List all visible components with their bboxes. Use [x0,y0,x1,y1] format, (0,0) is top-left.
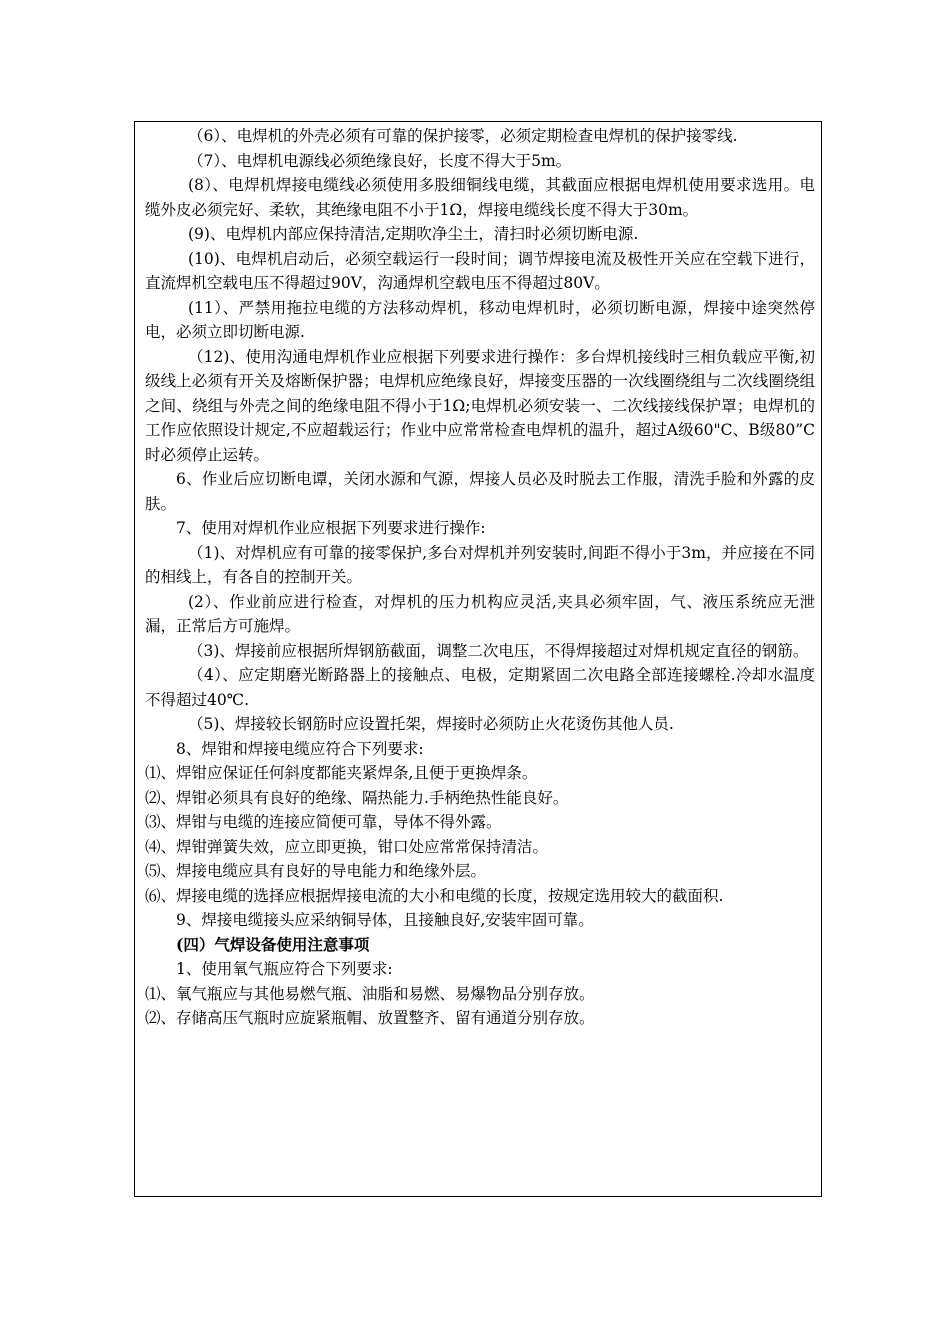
paragraph: 9、焊接电缆接头应采纳铜导体，且接触良好,安装牢固可靠。 [176,911,594,929]
paragraph: 6、作业后应切断电谭，关闭水源和气源，焊接人员必及时脱去工作服，清洗手脸和外露的皮肤。 [145,470,815,513]
paragraph: 1、使用氧气瓶应符合下列要求: [176,960,393,978]
paragraph: ⑴、氧气瓶应与其他易燃气瓶、油脂和易燃、易爆物品分别存放。 [145,984,595,1003]
document-body [145,124,815,1031]
paragraph: （6）、电焊机的外壳必须有可靠的保护接零，必须定期检查电焊机的保护接零线. [188,127,738,145]
paragraph: （5)、焊接较长钢筋时应设置托架，焊接时必须防止火花烫伤其他人员. [188,715,674,733]
paragraph: (8）、电焊机焊接电缆线必须使用多股细铜线电缆，其截面应根据电焊机使用要求选用。电缆外皮必须完好、柔软，其绝缘电阻不小于1Ω，焊接电缆线长度不得大于30m。 [145,176,815,219]
paragraph: （1)、对焊机应有可靠的接零保护,多台对焊机并列安装时,间距不得小于3m，并应接在不同的相线上，有各自的控制开关。 [145,543,815,586]
paragraph: ⑴、焊钳应保证任何斜度都能夹紧焊条,且便于更换焊条。 [145,764,538,782]
paragraph: ⑸、焊接电缆应具有良好的导电能力和绝缘外层。 [145,862,487,880]
paragraph: 8、焊钳和焊接电缆应符合下列要求: [176,739,424,758]
paragraph: ⑶、焊钳与电缆的连接应简便可靠，导体不得外露。 [145,813,502,831]
paragraph: ⑵、存储高压气瓶时应旋紧瓶帽、放置整齐、留有通道分别存放。 [145,1009,595,1027]
paragraph: （7）、电焊机电源线必须绝缘良好，长度不得大于5m。 [188,151,572,170]
paragraph: (2）、作业前应进行检查，对焊机的压力机构应灵活,夹具必须牢固，气、液压系统应无泄漏，正常后方可施焊。 [145,592,815,635]
paragraph: ⑵、焊钳必须具有良好的绝缘、隔热能力.手柄绝热性能良好。 [145,788,569,807]
paragraph: ⑹、焊接电缆的选择应根据焊接电流的大小和电缆的长度，按规定选用较大的截面积. [145,886,724,905]
paragraph: (10)、电焊机启动后，必须空载运行一段时间；调节焊接电流及极性开关应在空载下进行，直流焊机空载电压不得超过90V，沟通焊机空载电压不得超过80V。 [145,249,815,292]
paragraph: （4）、应定期磨光断路器上的接触点、电极，定期紧固二次电路全部连接螺栓.冷却水温度不得超过40℃. [145,666,815,709]
paragraph: (11）、严禁用拖拉电缆的方法移动焊机，移动电焊机时，必须切断电源，焊接中途突然停电，必须立即切断电源. [145,298,815,341]
paragraph: （3)、焊接前应根据所焊钢筋截面，调整二次电压，不得焊接超过对焊机规定直径的钢筋。 [188,641,809,660]
section-heading: (四）气焊设备使用注意事项 [176,934,370,954]
paragraph: 7、使用对焊机作业应根据下列要求进行操作: [176,519,486,537]
paragraph: ⑷、焊钳弹簧失效，应立即更换，钳口处应常常保持清洁。 [145,837,549,856]
paragraph: (9)、电焊机内部应保持清洁,定期吹净尘土，清扫时必须切断电源. [188,225,639,243]
paragraph: （12)、使用沟通电焊机作业应根据下列要求进行操作：多台焊机接线时三相负载应平衡,初级线上必须有开关及熔断保护器；电焊机应绝缘良好，焊接变压器的一次线圈绕组与二次线圈绕组之间、绕组与外壳之间的绝缘电阻不得小于1Ω;电焊机必须安装一、二次线接线保护罩；电焊机的工作应依照设计规定,不应超载运行；作业中应常常检查电焊机的温升，超过A级60"C、B级80”C时必须停止运转。 [145,347,815,464]
